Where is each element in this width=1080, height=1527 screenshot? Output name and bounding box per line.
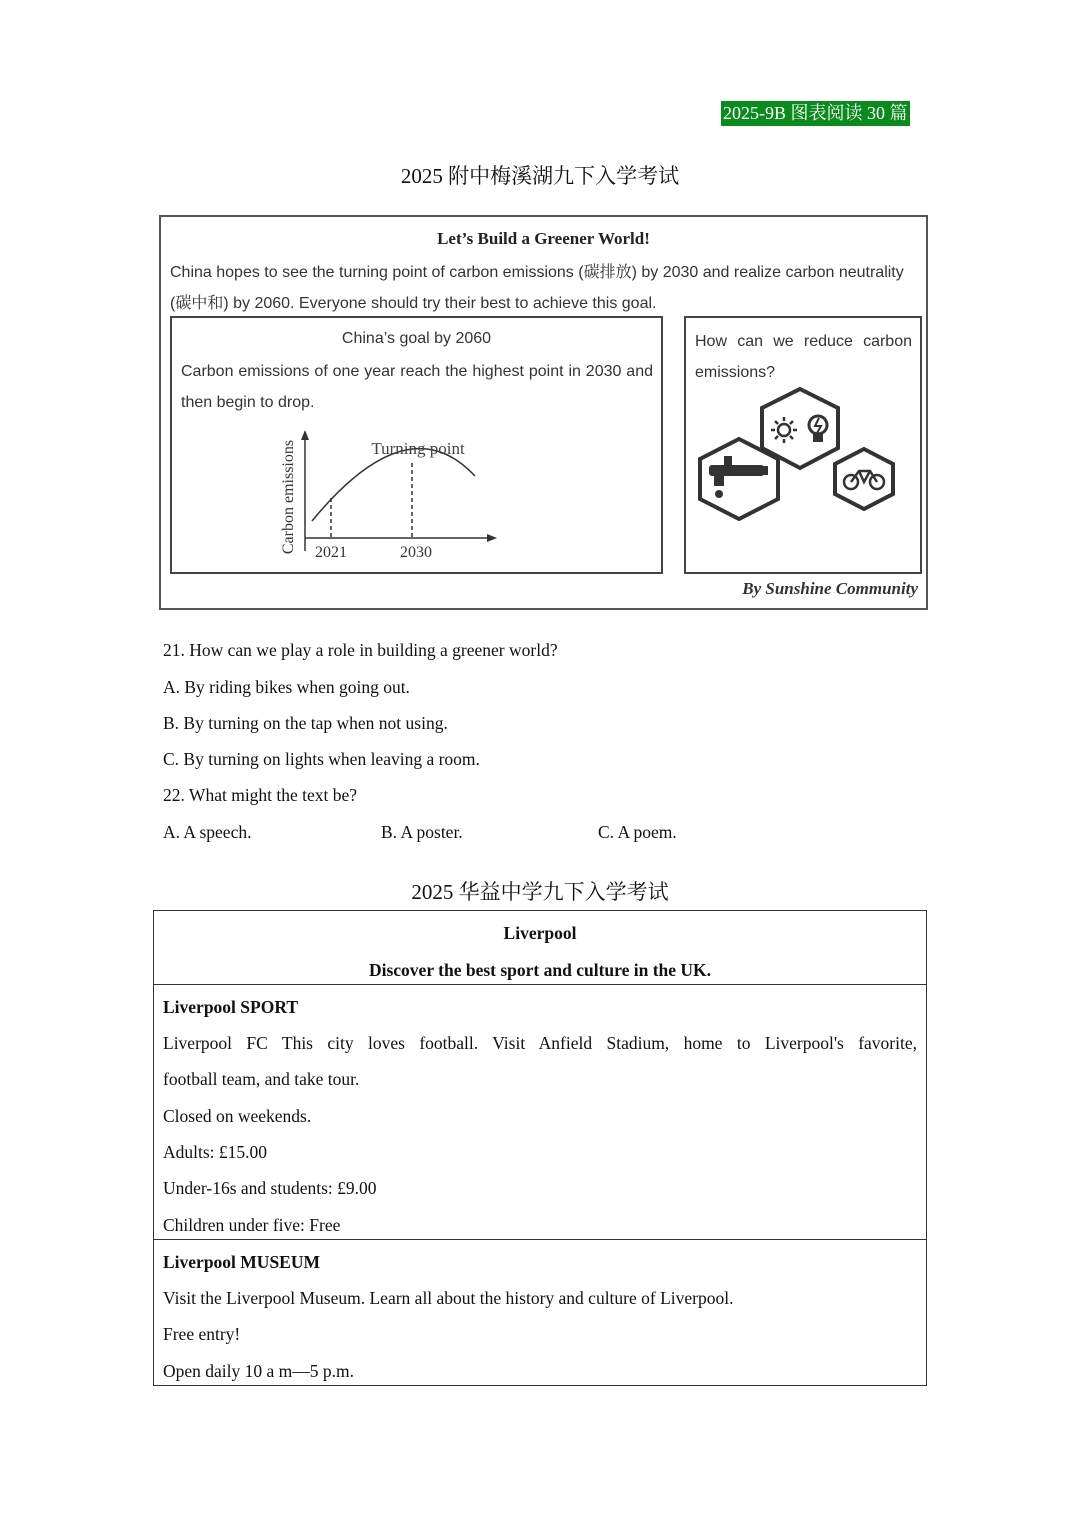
sport-price-students: Under-16s and students: £9.00 [163,1178,377,1198]
chart-y-arrow [301,430,309,440]
poster-heading: Let’s Build a Greener World! [437,229,650,248]
goal-box-title: China’s goal by 2060 [341,330,492,347]
section2-title: 2025 华益中学九下入学考试 [411,880,669,904]
reduce-box-text: How can we reduce carbon emissions? [695,333,912,381]
liverpool-table [153,910,927,1386]
poster-intro-line-2: (碳中和) by 2060. Everyone should try their best to achieve this goal. [170,295,657,312]
chart-tick-2021: 2021 [315,544,347,561]
collection-tag: 2025-9B 图表阅读 30 篇 [721,101,910,126]
question-22-option-c: C. A poem. [598,822,677,842]
sport-closed: Closed on weekends. [163,1106,312,1126]
poster-byline: By Sunshine Community [742,579,918,598]
section1-title: 2025 附中梅溪湖九下入学考试 [400,164,680,188]
bicycle-icon [835,449,893,509]
energy-icons [762,389,838,468]
chart-series-line [312,449,475,521]
question-22-option-a: A. A speech. [163,822,252,842]
goal-box-text: Carbon emissions of one year reach the highest point in 2030 and then begin to drop. [181,363,653,411]
museum-text: Visit the Liverpool Museum. Learn all about the history and culture of Liverpool. [163,1288,734,1308]
question-22-option-b: B. A poster. [381,822,463,842]
museum-entry: Free entry! [163,1324,241,1344]
table-divider [154,984,926,985]
eco-icons [694,386,914,521]
table-divider [154,1239,926,1240]
question-21-option-a: A. By riding bikes when going out. [163,677,410,697]
chart-x-arrow [487,534,497,542]
emissions-chart [272,418,502,568]
chart-annotation: Turning point [371,439,465,458]
sport-text-line-1: Liverpool FC This city loves football. Visit Anfield Stadium, home to Liverpool's favorite, [163,1033,917,1053]
table-title: Liverpool [503,923,577,943]
poster [159,215,928,610]
reduce-box [684,316,922,574]
museum-heading: Liverpool MUSEUM [163,1252,321,1272]
museum-hours: Open daily 10 a m—5 p.m. [163,1361,355,1381]
poster-intro [170,257,920,319]
sport-price-adults: Adults: £15.00 [163,1142,268,1162]
chart-tick-2030: 2030 [400,544,432,561]
table-subtitle: Discover the best sport and culture in the UK. [368,960,712,980]
question-22-stem: 22. What might the text be? [163,785,358,805]
question-21-option-b: B. By turning on the tap when not using. [163,713,448,733]
question-21-option-c: C. By turning on lights when leaving a room. [163,749,480,769]
poster-intro-line-1: China hopes to see the turning point of carbon emissions (碳排放) by 2030 and realize carbon neutrality [170,264,904,281]
goal-box [170,316,663,574]
sport-text-line-2: football team, and take tour. [163,1069,360,1089]
chart-ylabel: Carbon emissions [280,439,297,555]
sport-heading: Liverpool SPORT [163,997,299,1017]
sport-price-children: Children under five: Free [163,1215,341,1235]
question-21-stem: 21. How can we play a role in building a greener world? [163,640,558,660]
